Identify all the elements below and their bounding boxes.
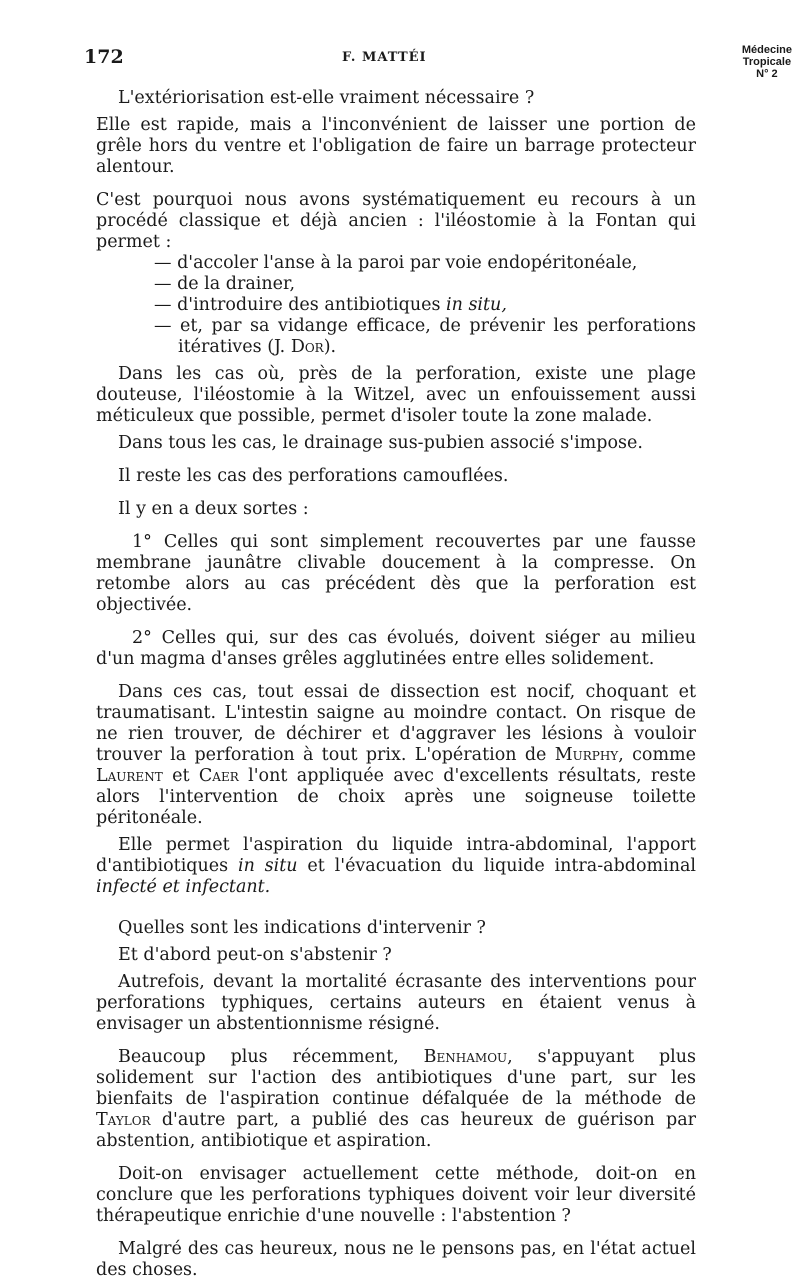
running-head-author: F. MATTÉI — [342, 50, 427, 65]
numbered-item: 2° Celles qui, sur des cas évolués, doivent siéger au milieu d'un magma d'anses grêles agglutinées entre elles solidement. — [96, 628, 696, 669]
journal-line-2: Tropicale — [742, 56, 792, 68]
journal-label — [742, 44, 792, 80]
paragraph: Et d'abord peut-on s'abstenir ? — [118, 945, 392, 965]
list-item: — d'accoler l'anse à la paroi par voie endopéritonéale, — [154, 253, 638, 273]
page-number: 172 — [84, 46, 124, 68]
paragraph: Malgré des cas heureux, nous ne le pensons pas, en l'état actuel des choses. — [96, 1239, 696, 1280]
paragraph: Doit-on envisager actuellement cette méthode, doit-on en conclure que les perforations typhiques doivent voir leur diversité thérapeutique enrichie d'une nouvelle : l'abstention ? — [96, 1164, 696, 1226]
paragraph: Il y en a deux sortes : — [118, 499, 309, 519]
list-item: — d'introduire des antibiotiques in situ, — [154, 295, 507, 315]
paragraph: Dans tous les cas, le drainage sus-pubien associé s'impose. — [118, 433, 643, 453]
paragraph: Il reste les cas des perforations camouflées. — [118, 466, 509, 486]
paragraph: Autrefois, devant la mortalité écrasante des interventions pour perforations typhiques, certains auteurs en étaient venus à envisager un abstentionnisme résigné. — [96, 972, 696, 1034]
body-text — [96, 88, 697, 1281]
paragraph: Dans ces cas, tout essai de dissection est nocif, choquant et traumatisant. L'intestin saigne au moindre contact. On risque de ne rien trouver, de déchirer et d'aggraver les lésions à vouloir trouver la perforation à tout prix. L'opération de Murphy, comme Laurent et Caer l'ont appliquée avec d'excellents résultats, reste alors l'intervention de choix après une soigneuse toilette péritonéale. — [96, 682, 696, 828]
paragraph: Quelles sont les indications d'intervenir ? — [118, 918, 486, 938]
list-item: — et, par sa vidange efficace, de prévenir les perforations itératives (J. Dor). — [154, 316, 696, 357]
list-item: — de la drainer, — [154, 274, 296, 294]
paragraph: C'est pourquoi nous avons systématiquement eu recours à un procédé classique et déjà ancien : l'iléostomie à la Fontan qui permet : — [96, 190, 696, 252]
journal-line-3: N° 2 — [756, 68, 778, 80]
paragraph: Elle est rapide, mais a l'inconvénient de laisser une portion de grêle hors du ventre et l'obligation de faire un barrage protecteur alentour. — [96, 115, 696, 177]
paragraph: Beaucoup plus récemment, Benhamou, s'appuyant plus solidement sur l'action des antibiotiques d'une part, sur les bienfaits de l'aspiration continue défalquée de la méthode de Taylor d'autre part, a publié des cas heureux de guérison par abstention, antibiotique et aspiration. — [96, 1047, 697, 1151]
paragraph: L'extériorisation est-elle vraiment nécessaire ? — [118, 88, 535, 108]
numbered-item: 1° Celles qui sont simplement recouvertes par une fausse membrane jaunâtre clivable doucement à la compresse. On retombe alors au cas précédent dès que la perforation est objectivée. — [96, 532, 696, 615]
journal-line-1: Médecine — [741, 44, 792, 56]
paragraph: Elle permet l'aspiration du liquide intra-abdominal, l'apport d'antibiotiques in situ et l'évacuation du liquide intra-abdominal infecté et infectant. — [96, 835, 696, 897]
paragraph: Dans les cas où, près de la perforation, existe une plage douteuse, l'iléostomie à la Witzel, avec un enfouissement aussi méticuleux que possible, permet d'isoler toute la zone malade. — [96, 364, 696, 426]
